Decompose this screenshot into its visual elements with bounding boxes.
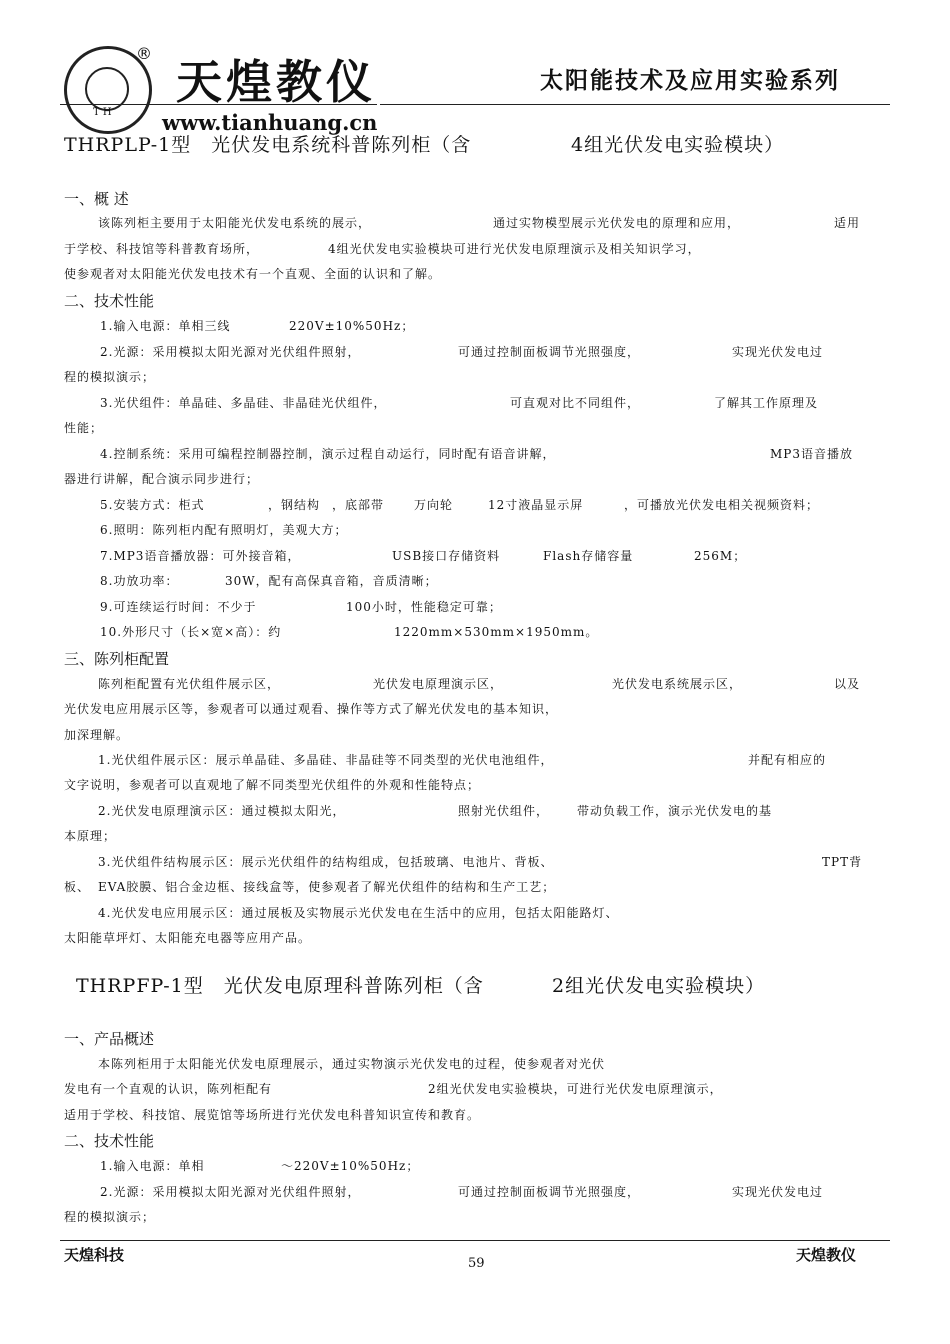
config-line: EVA胶膜、铝合金边框、接线盒等，使参观者了解光伏组件的结构和生产工艺； <box>98 880 556 894</box>
config-line: 4.光伏发电应用展示区：通过展板及实物展示光伏发电在生活中的应用，包括太阳能路灯、 <box>98 906 619 920</box>
series-title: 太阳能技术及应用实验系列 <box>540 68 840 94</box>
section2-title: THRPFP-1型 光伏发电原理科普陈列柜（含 <box>76 975 484 997</box>
spec-line: MP3语音播放 <box>770 447 853 461</box>
config-line: 照射光伏组件， <box>458 804 550 818</box>
heading-product-overview: 一、产品概述 <box>64 1030 155 1048</box>
spec-line: 1.输入电源：单相三线 <box>100 319 231 333</box>
spec-line: 12寸液晶显示屏 <box>488 498 584 512</box>
page-number: 59 <box>468 1256 485 1271</box>
spec-line: 可直观对比不同组件， <box>510 396 641 410</box>
footer-rule <box>60 1240 890 1241</box>
spec-line: ，底部带 <box>332 498 385 512</box>
registered-mark: ® <box>136 44 152 63</box>
paragraph: 适用 <box>834 216 861 230</box>
spec-line: USB接口存储资料 <box>392 549 501 563</box>
spec-line: 2.光源：采用模拟太阳光源对光伏组件照射， <box>100 345 361 359</box>
header-rule-right <box>380 104 890 105</box>
spec-line: 实现光伏发电过 <box>732 345 824 359</box>
spec-line: 可通过控制面板调节光照强度， <box>458 1185 641 1199</box>
config-line: 3.光伏组件结构展示区：展示光伏组件的结构组成，包括玻璃、电池片、背板、 <box>98 855 554 869</box>
spec-line: ，钢结构 <box>268 498 321 512</box>
paragraph: 4组光伏发电实验模块可进行光伏发电原理演示及相关知识学习， <box>328 242 701 256</box>
config-line: 文字说明，参观者可以直观地了解不同类型光伏组件的外观和性能特点； <box>64 778 481 792</box>
logo-mark: T H <box>93 107 112 118</box>
spec-line: 实现光伏发电过 <box>732 1185 824 1199</box>
config-line: 带动负载工作，演示光伏发电的基 <box>577 804 773 818</box>
heading-specs: 二、技术性能 <box>64 292 155 310</box>
section1-title: THRPLP-1型 光伏发电系统科普陈列柜（含 <box>64 134 472 156</box>
heading-overview: 一、概 述 <box>64 190 129 208</box>
spec-line: 器进行讲解，配合演示同步进行； <box>64 472 260 486</box>
heading-configuration: 三、陈列柜配置 <box>64 650 170 668</box>
brand-url: www.tianhuang.cn <box>162 110 378 135</box>
spec-line: 30W，配有高保真音箱，音质清晰； <box>225 574 438 588</box>
heading-specs-2: 二、技术性能 <box>64 1132 155 1150</box>
paragraph: 陈列柜配置有光伏组件展示区， <box>98 677 281 691</box>
brand-name: 天煌教仪 <box>176 55 376 109</box>
paragraph: 该陈列柜主要用于太阳能光伏发电系统的展示， <box>98 216 372 230</box>
spec-line: 6.照明：陈列柜内配有照明灯，美观大方； <box>100 523 348 537</box>
footer-right: 天煌教仪 <box>796 1246 857 1264</box>
spec-line: 10.外形尺寸（长×宽×高）：约 <box>100 625 282 639</box>
paragraph: 于学校、科技馆等科普教育场所， <box>64 242 260 256</box>
paragraph: 2组光伏发电实验模块，可进行光伏发电原理演示， <box>428 1082 723 1096</box>
config-line: 太阳能草坪灯、太阳能充电器等应用产品。 <box>64 931 312 945</box>
spec-line: 了解其工作原理及 <box>714 396 819 410</box>
spec-line: 程的模拟演示； <box>64 1210 156 1224</box>
header-rule-left <box>60 104 377 105</box>
spec-line: 程的模拟演示； <box>64 370 156 384</box>
spec-line: ～220V±10%50Hz； <box>281 1159 420 1173</box>
spec-line: 万向轮 <box>414 498 454 512</box>
config-line: 并配有相应的 <box>748 753 827 767</box>
config-line: 2.光伏发电原理演示区：通过模拟太阳光， <box>98 804 346 818</box>
spec-line: 1.输入电源：单相 <box>100 1159 205 1173</box>
spec-line: 4.控制系统：采用可编程控制器控制，演示过程自动运行，同时配有语音讲解， <box>100 447 556 461</box>
section2-title-cont: 2组光伏发电实验模块） <box>552 975 766 997</box>
spec-line: 220V±10%50Hz； <box>289 319 415 333</box>
spec-line: 100小时，性能稳定可靠； <box>346 600 502 614</box>
spec-line: 5.安装方式：柜式 <box>100 498 205 512</box>
spec-line: Flash存储容量 <box>543 549 634 563</box>
paragraph: 适用于学校、科技馆、展览馆等场所进行光伏发电科普知识宣传和教育。 <box>64 1108 481 1122</box>
spec-line: 1220mm×530mm×1950mm。 <box>394 625 599 639</box>
config-line: TPT背 <box>822 855 863 869</box>
spec-line: 性能； <box>64 421 104 435</box>
paragraph: 加深理解。 <box>64 728 130 742</box>
spec-line: 8.功放功率： <box>100 574 179 588</box>
section1-title-cont: 4组光伏发电实验模块） <box>571 134 785 156</box>
paragraph: 使参观者对太阳能光伏发电技术有一个直观、全面的认识和了解。 <box>64 267 442 281</box>
config-line: 本原理； <box>64 829 117 843</box>
paragraph: 光伏发电系统展示区， <box>612 677 743 691</box>
footer-left: 天煌科技 <box>64 1246 125 1264</box>
paragraph: 通过实物模型展示光伏发电的原理和应用， <box>493 216 741 230</box>
config-line: 1.光伏组件展示区：展示单晶硅、多晶硅、非晶硅等不同类型的光伏电池组件， <box>98 753 554 767</box>
spec-line: 3.光伏组件：单晶硅、多晶硅、非晶硅光伏组件， <box>100 396 387 410</box>
paragraph: 本陈列柜用于太阳能光伏发电原理展示，通过实物演示光伏发电的过程，使参观者对光伏 <box>98 1057 606 1071</box>
spec-line: 256M； <box>694 549 747 563</box>
spec-line: 2.光源：采用模拟太阳光源对光伏组件照射， <box>100 1185 361 1199</box>
spec-line: ，可播放光伏发电相关视频资料； <box>624 498 820 512</box>
spec-line: 可通过控制面板调节光照强度， <box>458 345 641 359</box>
config-line: 板、 <box>64 880 91 894</box>
paragraph: 发电有一个直观的认识，陈列柜配有 <box>64 1082 273 1096</box>
paragraph: 以及 <box>834 677 861 691</box>
paragraph: 光伏发电应用展示区等，参观者可以通过观看、操作等方式了解光伏发电的基本知识， <box>64 702 559 716</box>
paragraph: 光伏发电原理演示区， <box>373 677 504 691</box>
spec-line: 9.可连续运行时间：不少于 <box>100 600 257 614</box>
spec-line: 7.MP3语音播放器：可外接音箱， <box>100 549 301 563</box>
